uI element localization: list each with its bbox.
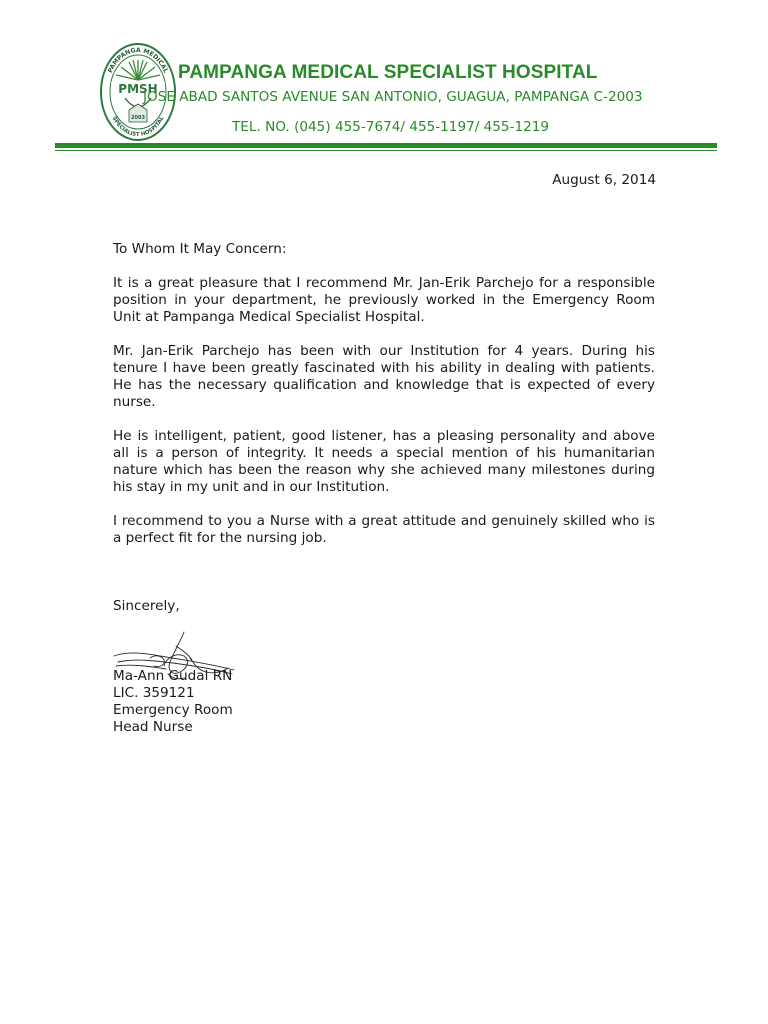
hospital-name: PAMPANGA MEDICAL SPECIALIST HOSPITAL [178, 62, 598, 83]
letterhead-divider-thin [55, 150, 717, 151]
body-paragraph-2: Mr. Jan-Erik Parchejo has been with our Institution for 4 years. During his tenure I have been greatly fascinated with his ability in dealing with patients. He has the necessary qualification and knowledge that is expected of every nurse. [113, 343, 655, 410]
svg-text:SPECIALIST HOSPITAL: SPECIALIST HOSPITAL [110, 115, 166, 139]
hospital-address: JOSE ABAD SANTOS AVENUE SAN ANTONIO, GUAGUA, PAMPANGA C-2003 [143, 89, 643, 105]
letter-date: August 6, 2014 [552, 172, 656, 188]
signatory-license: LIC. 359121 [113, 685, 195, 701]
body-paragraph-4: I recommend to you a Nurse with a great attitude and genuinely skilled who is a perfect fit for the nursing job. [113, 513, 655, 546]
svg-text:PMSH: PMSH [118, 82, 158, 96]
signatory-name: Ma-Ann Gudal RN [113, 668, 233, 684]
signatory-department: Emergency Room [113, 702, 233, 718]
salutation: To Whom It May Concern: [113, 241, 287, 257]
signatory-title: Head Nurse [113, 719, 193, 735]
closing: Sincerely, [113, 598, 180, 614]
hospital-telephone: TEL. NO. (045) 455-7674/ 455-1197/ 455-1219 [232, 119, 550, 135]
svg-text:PAMPANGA MEDICAL: PAMPANGA MEDICAL [106, 46, 170, 75]
svg-text:2003: 2003 [131, 115, 145, 121]
letterhead-divider [55, 143, 717, 148]
body-paragraph-1: It is a great pleasure that I recommend Mr. Jan-Erik Parchejo for a responsible position in your department, he previously worked in the Emergency Room Unit at Pampanga Medical Specialist Hospital. [113, 275, 655, 325]
body-paragraph-3: He is intelligent, patient, good listener, has a pleasing personality and above all is a person of integrity. It needs a special mention of his humanitarian nature which has been the reason why she achieved many milestones during his stay in my unit and in our Institution. [113, 428, 655, 495]
